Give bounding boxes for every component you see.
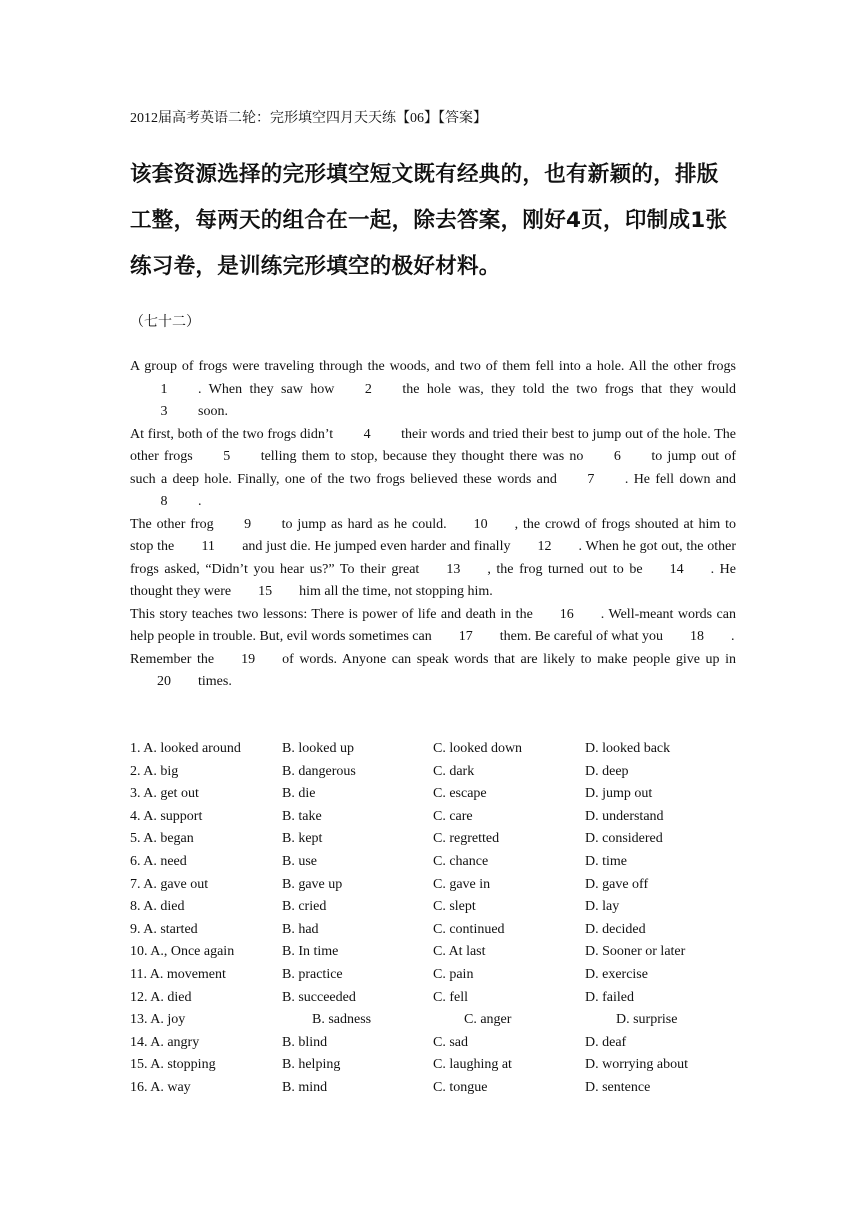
option-text: C. slept: [433, 899, 476, 915]
blank-number: 8: [160, 494, 168, 509]
option-text: D. worrying about: [585, 1057, 689, 1073]
question-row: [130, 851, 736, 874]
option-text: C. fell: [433, 989, 468, 1005]
option-text: B. cried: [282, 899, 327, 915]
passage-paragraph: [130, 649, 736, 694]
blank-number: 17: [458, 629, 473, 644]
blank-number: 5: [223, 449, 231, 464]
option-text: 3. A. get out: [130, 786, 199, 802]
blank-number: 13: [446, 561, 461, 577]
option-text: 5. A. began: [130, 831, 194, 847]
passage-text: .: [198, 494, 202, 509]
passage-text: The other frog: [130, 516, 214, 532]
option-text: C. escape: [433, 786, 487, 802]
blank-number: 16: [559, 606, 574, 622]
question-options: [130, 738, 736, 1100]
passage-text: to jump out of such a deep hole. Finally, one of the two frogs believed these words and: [130, 449, 736, 487]
option-text: D. time: [585, 853, 627, 869]
blank-number: 9: [244, 516, 252, 532]
option-text: B. gave up: [282, 876, 343, 892]
option-text: B. blind: [282, 1034, 328, 1050]
blank-number: 18: [690, 629, 704, 644]
option-text: B. In time: [282, 944, 339, 960]
option-text: B. helping: [282, 1057, 341, 1073]
passage-text: . He fell down and: [624, 471, 736, 487]
option-text: C. At last: [433, 944, 486, 960]
question-row: [130, 987, 736, 1010]
passage-text: to jump as hard as he could.: [281, 516, 447, 532]
passage-text: the hole was, they told the two frogs that they would: [402, 381, 736, 397]
document-header: 2012届高考英语二轮：完形填空四月天天练【06】【答案】: [130, 111, 487, 126]
blank-number: 7: [587, 471, 595, 487]
option-text: 6. A. need: [130, 853, 187, 869]
blank-number: 14: [669, 561, 684, 577]
option-text: D. gave off: [585, 876, 649, 892]
option-text: D. understand: [585, 808, 664, 824]
option-text: 1. A. looked around: [130, 741, 241, 756]
passage-text: and just die. He jumped even harder and finally: [242, 539, 511, 554]
passage-text: . When they saw how: [198, 381, 335, 397]
option-text: C. continued: [433, 921, 505, 937]
passage-text: him all the time, not stopping him.: [299, 584, 493, 599]
question-row: [130, 1032, 736, 1055]
question-row: [130, 1077, 736, 1100]
passage-text: , the frog turned out to be: [487, 561, 643, 577]
option-text: 4. A. support: [130, 808, 203, 824]
option-text: C. gave in: [433, 876, 491, 892]
option-text: B. sadness: [312, 1012, 372, 1028]
option-text: 7. A. gave out: [130, 876, 209, 892]
passage-text: of words. Anyone can speak words that are likely to make people give up in: [282, 651, 736, 667]
question-row: [130, 828, 736, 851]
option-text: D. sentence: [585, 1079, 651, 1095]
blank-number: 12: [537, 539, 552, 554]
option-text: C. chance: [433, 853, 489, 869]
blank-number: 6: [613, 449, 621, 464]
option-text: C. regretted: [433, 831, 500, 847]
option-text: D. exercise: [585, 966, 648, 982]
option-text: B. use: [282, 853, 317, 869]
passage-text: , the crowd of frogs shouted at him to stop the: [130, 516, 737, 554]
option-text: 12. A. died: [130, 989, 192, 1005]
option-text: B. dangerous: [282, 763, 356, 779]
passage-paragraph: [130, 424, 736, 514]
option-text: B. looked up: [282, 741, 354, 756]
option-text: C. tongue: [433, 1079, 488, 1095]
option-text: D. surprise: [616, 1012, 678, 1028]
option-text: 11. A. movement: [130, 966, 226, 982]
option-text: B. practice: [282, 966, 343, 982]
passage-text: times.: [198, 674, 232, 689]
blank-number: 19: [241, 651, 256, 667]
option-text: C. care: [433, 808, 473, 824]
question-row: [130, 1054, 736, 1077]
option-text: D. considered: [585, 831, 663, 847]
option-text: B. kept: [282, 831, 323, 847]
passage-text: soon.: [198, 404, 228, 419]
option-text: C. sad: [433, 1034, 468, 1050]
blank-number: 2: [364, 381, 372, 397]
question-row: [130, 806, 736, 829]
passage-text: Remember the: [130, 651, 215, 667]
option-text: D. deaf: [585, 1034, 627, 1050]
blank-number: 4: [363, 426, 371, 442]
option-text: B. die: [282, 786, 316, 802]
option-text: B. succeeded: [282, 989, 356, 1005]
option-text: 13. A. joy: [130, 1012, 186, 1028]
passage-text: . He thought they were: [130, 561, 736, 599]
blank-number: 1: [160, 381, 168, 397]
passage-text: their words and tried their best to jump out of the hole. The other frogs: [130, 426, 736, 464]
option-text: D. lay: [585, 899, 620, 915]
cloze-passage: [130, 356, 736, 694]
question-row: [130, 874, 736, 897]
option-text: D. deep: [585, 763, 629, 779]
passage-paragraph: [130, 604, 736, 649]
option-text: B. take: [282, 808, 322, 824]
passage-text: them. Be careful of what you: [499, 629, 663, 644]
section-number: （七十二）: [130, 315, 200, 330]
blank-number: 15: [258, 584, 273, 599]
question-row: [130, 761, 736, 784]
question-row: [130, 738, 736, 761]
option-text: D. jump out: [585, 786, 653, 802]
option-text: 15. A. stopping: [130, 1057, 216, 1073]
passage-text: . When he got out, the other frogs asked, “Didn’t you hear us?” To their great: [130, 539, 736, 577]
option-text: 16. A. way: [130, 1079, 191, 1095]
blank-number: 20: [157, 674, 171, 689]
passage-paragraph: [130, 514, 736, 604]
option-text: 8. A. died: [130, 899, 185, 915]
question-row: [130, 896, 736, 919]
question-row: [130, 964, 736, 987]
passage-text: This story teaches two lessons: There is power of life and death in the: [130, 606, 533, 622]
option-text: C. looked down: [433, 741, 523, 756]
blank-number: 10: [473, 516, 488, 532]
option-text: B. mind: [282, 1079, 328, 1095]
question-row: [130, 941, 736, 964]
question-row: [130, 1009, 736, 1032]
question-row: [130, 783, 736, 806]
option-text: C. laughing at: [433, 1057, 512, 1073]
option-text: 9. A. started: [130, 921, 198, 937]
question-row: [130, 919, 736, 942]
option-text: 10. A., Once again: [130, 944, 235, 960]
option-text: 14. A. angry: [130, 1034, 200, 1050]
option-text: 2. A. big: [130, 763, 179, 779]
intro-paragraph: 该套资源选择的完形填空短文既有经典的，也有新颖的，排版工整，每两天的组合在一起，除去答案，刚好4页，印制成1张练习卷，是训练完形填空的极好材料。: [130, 162, 728, 279]
blank-number: 3: [160, 404, 168, 419]
passage-text: A group of frogs were traveling through the woods, and two of them fell into a hole. All the other frogs: [130, 359, 736, 374]
option-text: D. decided: [585, 921, 646, 937]
option-text: C. dark: [433, 763, 475, 779]
blank-number: 11: [201, 539, 215, 554]
passage-text: At first, both of the two frogs didn’t: [130, 426, 334, 442]
option-text: D. failed: [585, 989, 634, 1005]
option-text: D. looked back: [585, 741, 671, 756]
passage-paragraph: [130, 356, 736, 424]
passage-text: telling them to stop, because they thought there was no: [260, 449, 584, 464]
option-text: B. had: [282, 921, 319, 937]
option-text: D. Sooner or later: [585, 944, 686, 960]
option-text: C. pain: [433, 966, 474, 982]
option-text: C. anger: [464, 1012, 512, 1028]
passage-text: . Well-meant words can help people in trouble. But, evil words sometimes can: [130, 606, 736, 644]
passage-text: .: [731, 629, 735, 644]
